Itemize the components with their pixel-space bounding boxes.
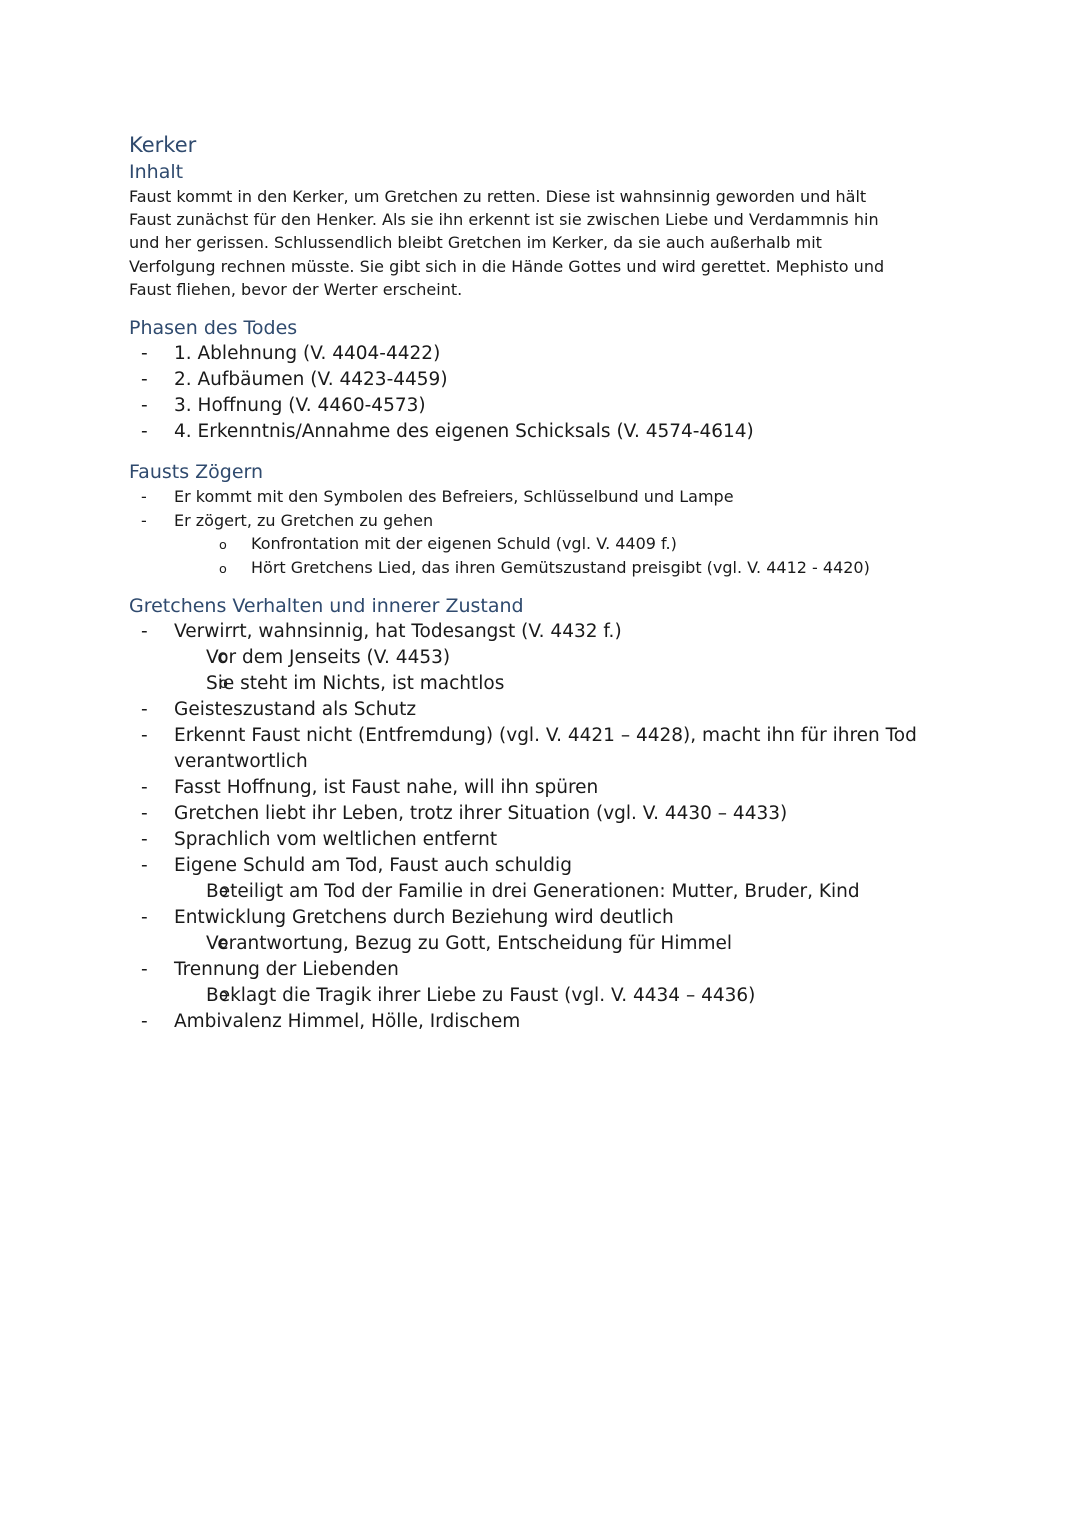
- list-item: - Fasst Hoffnung, ist Faust nahe, will ihn spüren: [129, 775, 949, 801]
- list-item: - Ambivalenz Himmel, Hölle, Irdischem: [129, 1009, 949, 1035]
- list-item: - Trennung der Liebenden: [129, 957, 949, 983]
- verhalten-list-cont-2: [129, 905, 949, 931]
- sub-list-item: o Sie steht im Nichts, ist machtlos: [129, 671, 949, 697]
- sub-list-item: o Verantwortung, Bezug zu Gott, Entscheidung für Himmel: [129, 931, 949, 957]
- zoegern-sublist: [129, 532, 949, 579]
- list-item: - 4. Erkenntnis/Annahme des eigenen Schicksals (V. 4574-4614): [129, 419, 949, 445]
- list-item: - Eigene Schuld am Tod, Faust auch schuldig: [129, 853, 949, 879]
- inhalt-line: Faust zunächst für den Henker. Als sie ihn erkennt ist sie zwischen Liebe und Verdammnis hin: [129, 210, 879, 230]
- list-item: - Geisteszustand als Schutz: [129, 697, 949, 723]
- inhalt-line: Faust kommt in den Kerker, um Gretchen zu retten. Diese ist wahnsinnig geworden und hält: [129, 187, 867, 206]
- list-item: - Sprachlich vom weltlichen entfernt: [129, 827, 949, 853]
- heading-verhalten: Gretchens Verhalten und innerer Zustand: [129, 595, 524, 618]
- inhalt-line: und her gerissen. Schlussendlich bleibt Gretchen im Kerker, da sie auch außerhalb mit: [129, 233, 822, 253]
- list-item-line: verantwortlich: [174, 751, 308, 773]
- list-item: - Verwirrt, wahnsinnig, hat Todesangst (V. 4432 f.): [129, 619, 949, 645]
- sub-list-item: o Vor dem Jenseits (V. 4453): [129, 645, 949, 671]
- document-title: Kerker: [129, 133, 197, 157]
- list-item: - 1. Ablehnung (V. 4404-4422): [129, 341, 949, 367]
- heading-inhalt: Inhalt: [129, 161, 184, 183]
- list-item: [129, 723, 949, 775]
- list-item: - 2. Aufbäumen (V. 4423-4459): [129, 367, 949, 393]
- heading-zoegern: Fausts Zögern: [129, 461, 264, 484]
- verhalten-sublist-1: [129, 645, 949, 697]
- sub-list-item: o Hört Gretchens Lied, das ihren Gemütszustand preisgibt (vgl. V. 4412 - 4420): [129, 556, 949, 580]
- list-item: - 3. Hoffnung (V. 4460-4573): [129, 393, 949, 419]
- verhalten-list-cont-4: [129, 1009, 949, 1035]
- zoegern-list: [129, 485, 949, 532]
- phasen-list: [129, 341, 949, 445]
- verhalten-list: [129, 619, 949, 645]
- heading-phasen: Phasen des Todes: [129, 317, 298, 340]
- inhalt-line: Verfolgung rechnen müsste. Sie gibt sich in die Hände Gottes und wird gerettet. Mephisto und: [129, 256, 885, 276]
- verhalten-sublist-7: [129, 879, 949, 905]
- document-page: [129, 131, 949, 1035]
- list-item: - Gretchen liebt ihr Leben, trotz ihrer Situation (vgl. V. 4430 – 4433): [129, 801, 949, 827]
- sub-list-item: o Konfrontation mit der eigenen Schuld (vgl. V. 4409 f.): [129, 532, 949, 556]
- list-item-line: - Erkennt Faust nicht (Entfremdung) (vgl. V. 4421 – 4428), macht ihn für ihren Tod: [174, 725, 917, 747]
- list-item: - Er kommt mit den Symbolen des Befreiers, Schlüsselbund und Lampe: [129, 485, 949, 509]
- inhalt-line: Faust fliehen, bevor der Werter erscheint.: [129, 279, 463, 299]
- verhalten-list-cont: [129, 697, 949, 879]
- sub-list-item: o Beklagt die Tragik ihrer Liebe zu Faust (vgl. V. 4434 – 4436): [129, 983, 949, 1009]
- verhalten-sublist-8: [129, 931, 949, 957]
- list-item: - Entwicklung Gretchens durch Beziehung wird deutlich: [129, 905, 949, 931]
- verhalten-sublist-9: [129, 983, 949, 1009]
- inhalt-paragraph: [129, 185, 949, 301]
- list-item: - Er zögert, zu Gretchen zu gehen: [129, 509, 949, 533]
- sub-list-item: o Beteiligt am Tod der Familie in drei Generationen: Mutter, Bruder, Kind: [129, 879, 949, 905]
- verhalten-list-cont-3: [129, 957, 949, 983]
